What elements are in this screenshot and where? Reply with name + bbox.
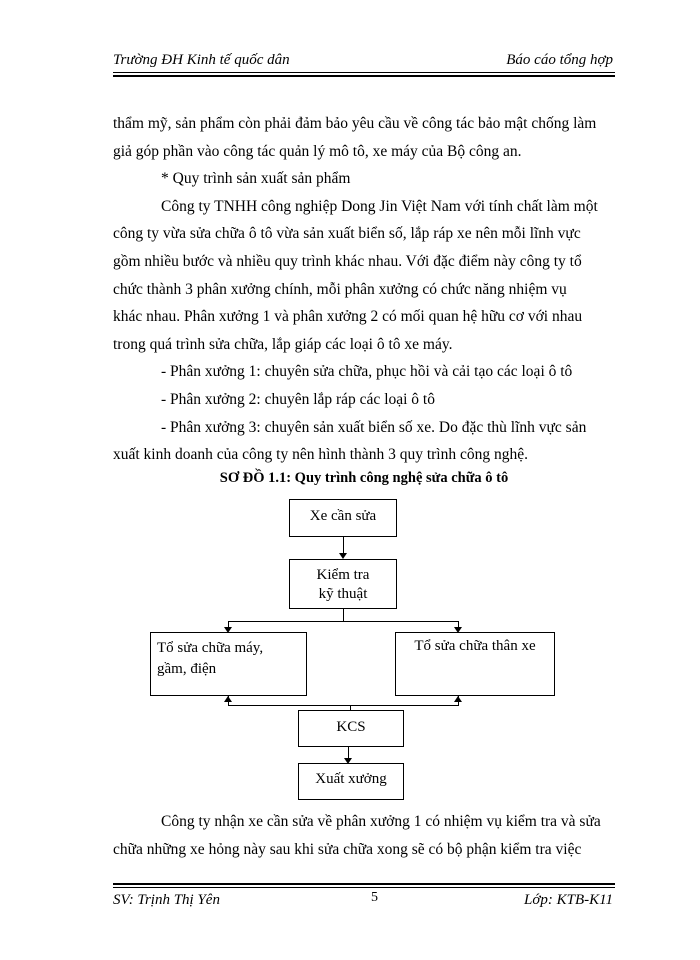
arrow-head <box>224 696 232 702</box>
closing-paragraph <box>113 808 615 863</box>
box-label: gầm, điện <box>157 661 217 677</box>
box-label: Tổ sửa chữa thân xe <box>414 638 536 654</box>
box-label: Xe cần sửa <box>309 508 377 524</box>
page-footer <box>113 890 615 912</box>
connector <box>228 621 459 622</box>
bullet-line: - Phân xưởng 2: chuyên lắp ráp các loại ô tô <box>161 390 435 408</box>
box-xe-can-sua <box>289 499 397 537</box>
page-header <box>113 48 615 74</box>
box-label: kỹ thuật <box>318 586 368 602</box>
header-school: Trường ĐH Kinh tế quốc dân <box>113 52 290 68</box>
body-text <box>113 110 615 469</box>
box-xuat-xuong <box>298 763 404 800</box>
box-kcs <box>298 710 404 747</box>
box-label: KCS <box>336 719 366 735</box>
text-line: Công ty nhận xe cần sửa về phân xưởng 1 có nhiệm vụ kiểm tra và sửa <box>161 813 601 830</box>
box-label: Tổ sửa chữa máy, <box>157 640 264 656</box>
footer-class: Lớp: KTB-K11 <box>524 892 613 908</box>
box-label: Kiểm tra <box>316 567 370 583</box>
text-line: giả góp phần vào công tác quản lý mô tô, xe máy của Bộ công an. <box>113 142 522 160</box>
diagram-title: SƠ ĐỒ 1.1: Quy trình công nghệ sửa chữa ô tô <box>219 470 509 486</box>
header-rule-thick <box>113 75 615 77</box>
section-heading: * Quy trình sản xuất sản phẩm <box>161 170 351 188</box>
text-line: công ty vừa sửa chữa ô tô vừa sản xuất biển số, lắp ráp xe nên mỗi lĩnh vực <box>113 225 581 243</box>
page-number: 5 <box>371 890 378 905</box>
footer-rule <box>113 887 615 888</box>
text-line: khác nhau. Phân xưởng 1 và phân xưởng 2 có mối quan hệ hữu cơ với nhau <box>113 308 583 326</box>
header-report-title: Báo cáo tổng hợp <box>506 52 613 68</box>
box-to-sua-chua-may <box>150 632 307 696</box>
arrow-head <box>454 696 462 702</box>
connector <box>343 537 344 554</box>
box-to-sua-chua-than-xe <box>395 632 555 696</box>
bullet-line: - Phân xưởng 1: chuyên sửa chữa, phục hồi và cải tạo các loại ô tô <box>161 363 573 381</box>
text-line: Công ty TNHH công nghiệp Dong Jin Việt Nam với tính chất làm một <box>161 197 598 215</box>
text-line: thẩm mỹ, sản phẩm còn phải đảm bảo yêu cầu về công tác bảo mật chống làm <box>113 115 597 132</box>
connector <box>228 705 459 706</box>
bullet-line: - Phân xưởng 3: chuyên sản xuất biển số xe. Do đặc thù lĩnh vực sản <box>161 418 587 436</box>
text-line: chức thành 3 phân xưởng chính, mỗi phân xưởng có chức năng nhiệm vụ <box>113 280 567 298</box>
header-rule <box>113 72 615 73</box>
text-line: chữa những xe hỏng này sau khi sửa chữa xong sẽ có bộ phận kiểm tra việc <box>113 840 582 858</box>
box-kiem-tra <box>289 559 397 609</box>
box-label: Xuất xưởng <box>315 771 387 787</box>
footer-rule-thick <box>113 883 615 885</box>
footer-student: SV: Trịnh Thị Yên <box>113 892 220 908</box>
text-line: trong quá trình sửa chữa, lắp giáp các loại ô tô xe máy. <box>113 335 453 353</box>
text-line: xuất kinh doanh của công ty nên hình thành 3 quy trình công nghệ. <box>113 446 528 464</box>
text-line: gồm nhiều bước và nhiều quy trình khác nhau. Với đặc điểm này công ty tổ <box>113 252 582 270</box>
